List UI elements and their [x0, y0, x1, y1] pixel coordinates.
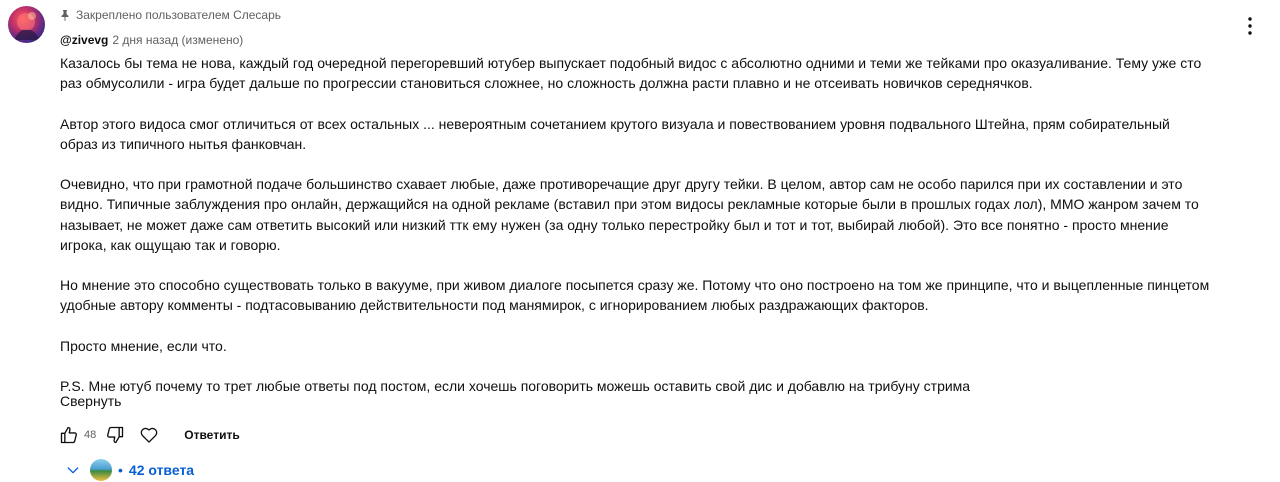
comment-paragraph: Очевидно, что при грамотной подаче большинство схавает любые, даже противоречащие друг другу тейки. В целом, автор сам не особо парился при их составлении и это видно. Типичные заблуждения про онлайн, держащийся на одной рекламе (вставил при этом видосы рекламные которые были в прошлых годах лол), ММО жанром зачем то называет, не может даже сам ответить высокий или низкий ттк ему нужен (за одну только перестройку был и тот и тот, выбирай любой). Это все понятно - просто мнение игрока, как ощущаю так и говорю.: [60, 176, 1199, 253]
author-avatar[interactable]: [8, 6, 45, 43]
like-count: 48: [84, 429, 97, 441]
pin-icon: [60, 9, 70, 21]
thumb-up-icon[interactable]: [58, 424, 80, 446]
replier-avatar: [90, 459, 112, 481]
thumb-down-icon[interactable]: [104, 424, 126, 446]
pinned-text: Закреплено пользователем Слесарь: [76, 8, 282, 22]
heart-icon[interactable]: [138, 424, 160, 446]
comment-paragraph: Автор этого видоса смог отличиться от всех остальных ... невероятным сочетанием крутого визуала и повествованием уровня подвального Штейна, прям собирательный образ из типичного нытья фанковчан.: [60, 115, 1170, 152]
comment-paragraph: Но мнение это способно существовать только в вакууме, при живом диалоге посыпется сразу же. Потому что оно построено на том же принципе, что и выцепленные пинцетом удобные автору комменты - подтасовыванию действительности под манямирок, с игнорированием любых раздражающих факторов.: [60, 277, 1210, 314]
chevron-down-icon[interactable]: [62, 459, 84, 481]
separator-dot: •: [118, 462, 123, 478]
pinned-indicator: [60, 8, 281, 22]
comment-header: [60, 33, 243, 47]
comment-paragraph: Казалось бы тема не нова, каждый год очередной перегоревший ютубер выпускает подобный видос с абсолютно одними и теми же тейками про оказуаливание. Тему уже сто раз обмусолили - игра будет дальше по прогрессии становиться сложнее, но сложность должна расти плавно и не отсеивать новичков середнячков.: [60, 55, 1202, 92]
reply-button[interactable]: Ответить: [184, 428, 240, 442]
replies-count[interactable]: 42 ответа: [128, 462, 195, 478]
author-name[interactable]: @zivevg: [60, 33, 109, 47]
comment-actions: [58, 423, 240, 447]
more-vertical-icon[interactable]: [1240, 14, 1260, 38]
comment-text: [60, 53, 1210, 396]
comment-paragraph: Просто мнение, если что.: [60, 337, 227, 354]
comment-paragraph: P.S. Мне ютуб почему то трет любые ответы под постом, если хочешь поговорить можешь оставить свой дис и добавлю на трибуну стрима: [60, 378, 971, 395]
collapse-button[interactable]: Свернуть: [60, 393, 122, 409]
comment-date[interactable]: 2 дня назад (изменено): [112, 33, 244, 47]
replies-toggle[interactable]: [62, 458, 194, 482]
